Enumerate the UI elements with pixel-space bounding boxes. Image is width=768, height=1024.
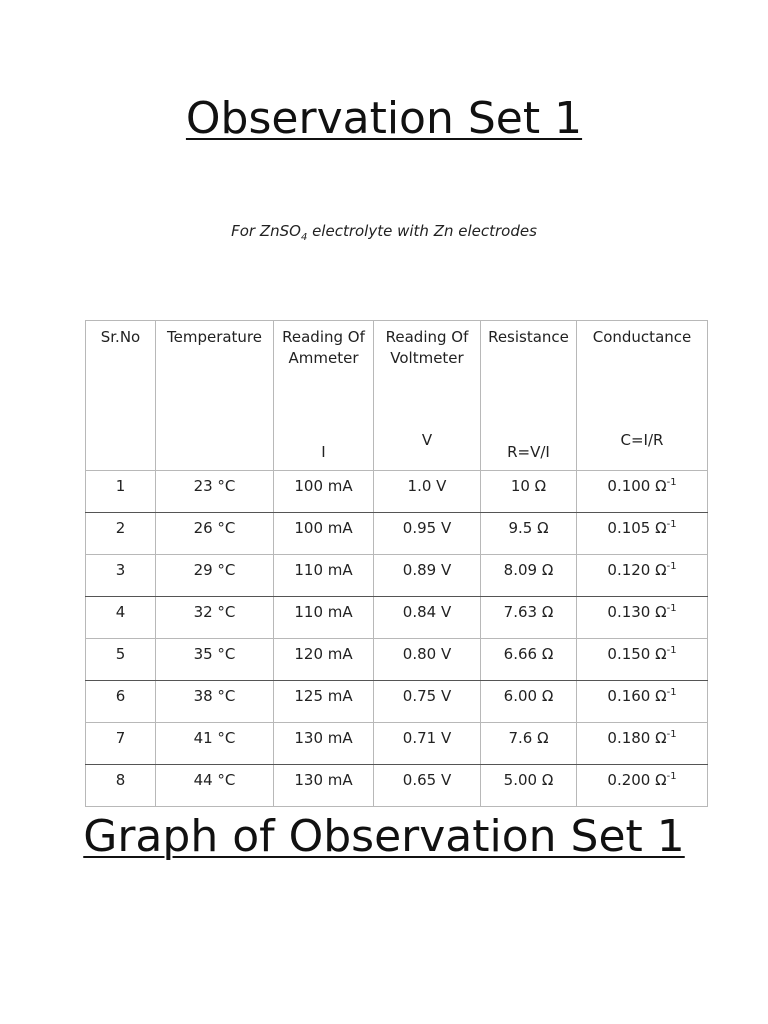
- cell-temperature: 38 °C: [156, 681, 274, 723]
- cell-voltage: 0.84 V: [374, 597, 481, 639]
- table-row: [86, 555, 708, 597]
- cell-current: 120 mA: [274, 639, 374, 681]
- cell-voltage: 1.0 V: [374, 471, 481, 513]
- cell-conductance: 0.200 $\Omega^{-1}$: [577, 765, 708, 807]
- inverse-exponent: -1: [666, 771, 677, 782]
- cell-temperature: 29 °C: [156, 555, 274, 597]
- graph-heading: Graph of Observation Set 1: [83, 811, 685, 862]
- cell-sr-no: 3: [86, 555, 156, 597]
- cell-current: 110 mA: [274, 555, 374, 597]
- table-row: [86, 681, 708, 723]
- inverse-exponent: -1: [666, 519, 677, 530]
- inverse-exponent: -1: [666, 561, 677, 572]
- cell-conductance: 0.160 $\Omega^{-1}$: [577, 681, 708, 723]
- table-header-row: [86, 321, 708, 471]
- cell-current: 100 mA: [274, 471, 374, 513]
- cell-resistance: 6.00 Ω: [481, 681, 577, 723]
- header-voltmeter: Reading Of Voltmeter V: [374, 321, 481, 471]
- cell-sr-no: 6: [86, 681, 156, 723]
- cell-resistance: 8.09 Ω: [481, 555, 577, 597]
- subtitle-prefix: For ZnSO: [231, 222, 301, 240]
- inverse-exponent: -1: [666, 729, 677, 740]
- header-conductance: Conductance C=I/R: [577, 321, 708, 471]
- table-row: [86, 765, 708, 807]
- inverse-exponent: -1: [666, 603, 677, 614]
- header-ammeter: Reading Of Ammeter I: [274, 321, 374, 471]
- cell-conductance: 0.120 $\Omega^{-1}$: [577, 555, 708, 597]
- table-row: [86, 513, 708, 555]
- cell-voltage: 0.71 V: [374, 723, 481, 765]
- cell-resistance: 7.63 Ω: [481, 597, 577, 639]
- header-voltmeter-symbol: V: [421, 431, 433, 449]
- cell-conductance: 0.100 $\Omega^{-1}$: [577, 471, 708, 513]
- header-resistance: Resistance R=V/I: [481, 321, 577, 471]
- header-temperature: Temperature: [156, 321, 274, 471]
- header-conductance-symbol: C=I/R: [620, 431, 664, 449]
- cell-current: 100 mA: [274, 513, 374, 555]
- cell-temperature: 32 °C: [156, 597, 274, 639]
- cell-resistance: 7.6 Ω: [481, 723, 577, 765]
- header-resistance-symbol: R=V/I: [507, 443, 550, 461]
- cell-resistance: 6.66 Ω: [481, 639, 577, 681]
- cell-sr-no: 2: [86, 513, 156, 555]
- cell-voltage: 0.80 V: [374, 639, 481, 681]
- subtitle: [0, 222, 768, 243]
- cell-temperature: 26 °C: [156, 513, 274, 555]
- cell-sr-no: 7: [86, 723, 156, 765]
- cell-sr-no: 1: [86, 471, 156, 513]
- cell-conductance: 0.180 $\Omega^{-1}$: [577, 723, 708, 765]
- cell-temperature: 41 °C: [156, 723, 274, 765]
- table-row: [86, 597, 708, 639]
- cell-voltage: 0.89 V: [374, 555, 481, 597]
- cell-resistance: 5.00 Ω: [481, 765, 577, 807]
- inverse-exponent: -1: [666, 477, 677, 488]
- page-title: Observation Set 1: [185, 93, 583, 144]
- cell-current: 110 mA: [274, 597, 374, 639]
- observation-table: [85, 320, 708, 807]
- header-sr-no: Sr.No: [86, 321, 156, 471]
- cell-resistance: 9.5 Ω: [481, 513, 577, 555]
- subtitle-subscript: 4: [300, 232, 308, 243]
- table-row: [86, 639, 708, 681]
- cell-current: 125 mA: [274, 681, 374, 723]
- inverse-exponent: -1: [666, 687, 677, 698]
- subtitle-suffix: electrolyte with Zn electrodes: [307, 222, 537, 240]
- cell-current: 130 mA: [274, 765, 374, 807]
- cell-temperature: 23 °C: [156, 471, 274, 513]
- cell-sr-no: 5: [86, 639, 156, 681]
- header-ammeter-symbol: I: [321, 443, 326, 461]
- cell-sr-no: 4: [86, 597, 156, 639]
- cell-temperature: 35 °C: [156, 639, 274, 681]
- cell-sr-no: 8: [86, 765, 156, 807]
- table-row: [86, 471, 708, 513]
- inverse-exponent: -1: [666, 645, 677, 656]
- cell-conductance: 0.150 $\Omega^{-1}$: [577, 639, 708, 681]
- cell-resistance: 10 Ω: [481, 471, 577, 513]
- cell-conductance: 0.130 $\Omega^{-1}$: [577, 597, 708, 639]
- cell-conductance: 0.105 $\Omega^{-1}$: [577, 513, 708, 555]
- cell-temperature: 44 °C: [156, 765, 274, 807]
- cell-current: 130 mA: [274, 723, 374, 765]
- cell-voltage: 0.65 V: [374, 765, 481, 807]
- cell-voltage: 0.95 V: [374, 513, 481, 555]
- cell-voltage: 0.75 V: [374, 681, 481, 723]
- table-row: [86, 723, 708, 765]
